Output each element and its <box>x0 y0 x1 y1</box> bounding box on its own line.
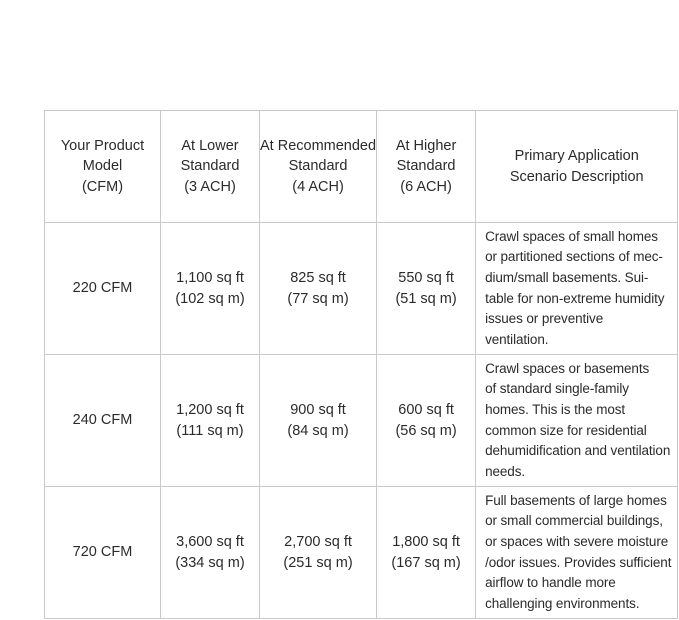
higher-standard-cell: 600 sq ft (56 sq m) <box>377 355 476 487</box>
table-row <box>45 223 678 355</box>
model-cell: 220 CFM <box>45 223 161 355</box>
table-row <box>45 355 678 487</box>
description-cell: Crawl spaces or basements of standard single-family homes. This is the most common size for residential dehumidification and ventilation needs. <box>476 355 678 487</box>
cfm-coverage-table <box>44 110 678 619</box>
header-model: Your Product Model (CFM) <box>45 111 161 223</box>
header-higher-standard: At Higher Standard (6 ACH) <box>377 111 476 223</box>
model-cell: 240 CFM <box>45 355 161 487</box>
higher-standard-cell: 1,800 sq ft (167 sq m) <box>377 487 476 619</box>
description-cell: Full basements of large homes or small commercial buildings, or spaces with severe moisture /odor issues. Provides sufficient airflow to handle more challenging environments. <box>476 487 678 619</box>
header-lower-standard: At Lower Standard (3 ACH) <box>161 111 260 223</box>
header-application-description: Primary Application Scenario Description <box>476 111 678 223</box>
header-recommended-standard: At Recommended Standard (4 ACH) <box>260 111 377 223</box>
table-row <box>45 487 678 619</box>
description-cell: Crawl spaces of small homes or partitioned sections of mec- dium/small basements. Sui- table for non-extreme humidity issues or preventive ventilation. <box>476 223 678 355</box>
lower-standard-cell: 1,200 sq ft (111 sq m) <box>161 355 260 487</box>
recommended-standard-cell: 900 sq ft (84 sq m) <box>260 355 377 487</box>
recommended-standard-cell: 2,700 sq ft (251 sq m) <box>260 487 377 619</box>
recommended-standard-cell: 825 sq ft (77 sq m) <box>260 223 377 355</box>
lower-standard-cell: 3,600 sq ft (334 sq m) <box>161 487 260 619</box>
lower-standard-cell: 1,100 sq ft (102 sq m) <box>161 223 260 355</box>
model-cell: 720 CFM <box>45 487 161 619</box>
header-row <box>45 111 678 223</box>
higher-standard-cell: 550 sq ft (51 sq m) <box>377 223 476 355</box>
